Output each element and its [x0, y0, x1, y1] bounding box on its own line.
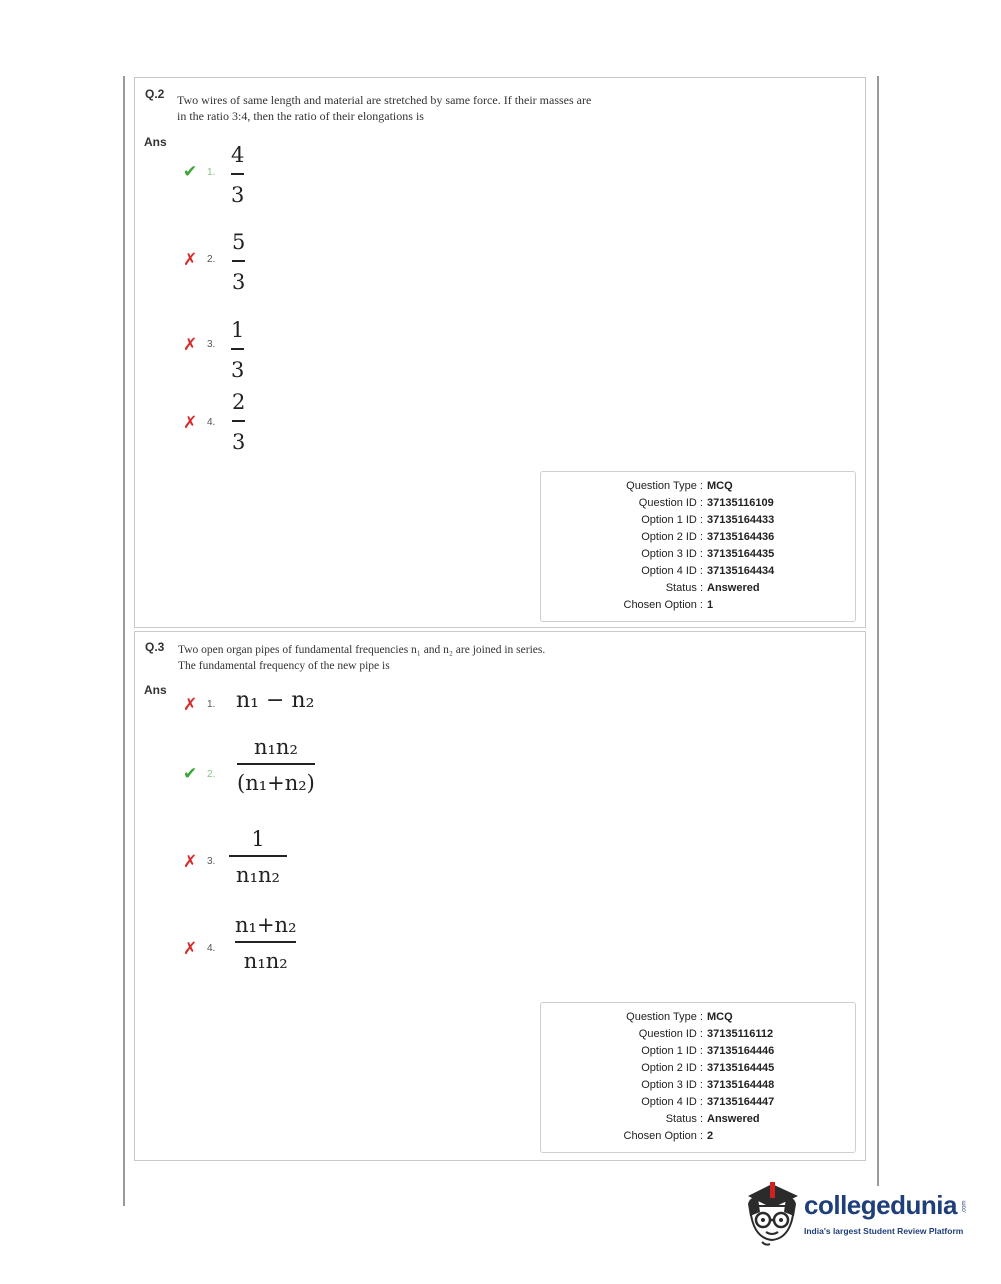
logo-tagline: India's largest Student Review Platform	[804, 1226, 964, 1236]
fraction-bar	[231, 173, 244, 175]
fraction-denominator: 3	[232, 270, 246, 294]
correct-check-icon: ✔	[183, 162, 198, 181]
option-fraction	[231, 318, 244, 382]
option-expression: n₁ − n₂	[236, 688, 315, 713]
question-number: Q.2	[145, 87, 165, 101]
answer-label: Ans	[144, 683, 167, 697]
option-2	[135, 230, 535, 300]
fraction-denominator: n₁n₂	[236, 863, 280, 887]
info-option2-id: Option 2 ID : 37135164436	[641, 531, 775, 543]
option-fraction	[232, 230, 245, 294]
question-text-line-1: Two wires of same length and material are stretched by same force. If their masses are	[177, 93, 592, 107]
fraction-denominator: (n₁+n₂)	[237, 771, 315, 795]
option-4	[135, 913, 535, 983]
fraction-numerator: 2	[232, 390, 246, 414]
wrong-cross-icon: ✗	[183, 852, 198, 871]
info-status: Status : Answered	[665, 582, 760, 594]
question-text-line-2: The fundamental frequency of the new pipe is	[178, 660, 390, 672]
info-chosen-option: Chosen Option : 1	[623, 599, 714, 611]
option-number: 3.	[207, 339, 216, 350]
info-chosen-option: Chosen Option : 2	[623, 1130, 714, 1142]
wrong-cross-icon: ✗	[183, 250, 198, 269]
info-option4-id: Option 4 ID : 37135164434	[641, 565, 775, 577]
fraction-numerator: 4	[231, 143, 245, 167]
option-3	[135, 827, 535, 897]
fraction-denominator: 3	[231, 358, 245, 382]
option-2	[135, 735, 535, 805]
fraction-numerator: n₁n₂	[253, 735, 298, 759]
logo-wordmark: collegedunia	[804, 1190, 957, 1220]
fraction-bar	[235, 941, 296, 943]
info-option1-id: Option 1 ID : 37135164446	[641, 1045, 775, 1057]
info-option4-id: Option 4 ID : 37135164447	[641, 1096, 775, 1108]
info-question-id: Question ID : 37135116112	[638, 1028, 774, 1040]
info-option2-id: Option 2 ID : 37135164445	[641, 1062, 775, 1074]
fraction-bar	[232, 260, 245, 262]
answer-label: Ans	[144, 135, 167, 149]
option-number: 4.	[207, 943, 216, 954]
info-question-type: Question Type : MCQ	[626, 1011, 733, 1023]
option-number: 2.	[207, 769, 216, 780]
info-question-id: Question ID : 37135116109	[638, 497, 774, 509]
wrong-cross-icon: ✗	[183, 695, 198, 714]
option-3	[135, 318, 535, 388]
mascot-face-icon	[742, 1176, 802, 1248]
collegedunia-logo	[742, 1176, 972, 1248]
fraction-bar	[237, 763, 315, 765]
option-fraction	[232, 390, 245, 454]
question-text-line-2: in the ratio 3:4, then the ratio of their elongations is	[177, 109, 424, 123]
fraction-numerator: 1	[231, 318, 245, 342]
fraction-denominator: 3	[231, 183, 245, 207]
logo-com-suffix: .com	[961, 1200, 968, 1214]
wrong-cross-icon: ✗	[183, 335, 198, 354]
fraction-bar	[229, 855, 287, 857]
fraction-denominator: n₁n₂	[243, 949, 288, 973]
option-fraction	[231, 143, 244, 207]
wrong-cross-icon: ✗	[183, 413, 198, 432]
fraction-bar	[232, 420, 245, 422]
question-card-q2	[134, 77, 866, 628]
info-question-type: Question Type : MCQ	[626, 480, 733, 492]
info-option3-id: Option 3 ID : 37135164448	[641, 1079, 775, 1091]
option-fraction	[235, 913, 296, 973]
question-info-panel	[540, 1002, 856, 1153]
question-number: Q.3	[145, 640, 165, 654]
option-number: 1.	[207, 699, 216, 710]
option-fraction	[237, 735, 315, 795]
option-4	[135, 390, 535, 460]
option-number: 2.	[207, 254, 216, 265]
correct-check-icon: ✔	[183, 764, 198, 783]
info-option1-id: Option 1 ID : 37135164433	[641, 514, 775, 526]
page-left-rule	[123, 76, 125, 1206]
wrong-cross-icon: ✗	[183, 939, 198, 958]
fraction-bar	[231, 348, 244, 350]
option-fraction	[229, 827, 287, 887]
option-1	[135, 143, 535, 213]
info-option3-id: Option 3 ID : 37135164435	[641, 548, 775, 560]
info-status: Status : Answered	[665, 1113, 760, 1125]
page-right-rule	[877, 76, 879, 1186]
fraction-numerator: n₁+n₂	[235, 913, 297, 937]
fraction-numerator: 1	[251, 827, 265, 851]
question-card-q3	[134, 631, 866, 1161]
option-number: 4.	[207, 417, 216, 428]
question-text-line-1: Two open organ pipes of fundamental frequencies n₁ and n₂ are joined in series.	[178, 644, 546, 656]
fraction-denominator: 3	[232, 430, 246, 454]
fraction-numerator: 5	[232, 230, 246, 254]
option-number: 3.	[207, 856, 216, 867]
question-info-panel	[540, 471, 856, 622]
option-number: 1.	[207, 167, 216, 178]
